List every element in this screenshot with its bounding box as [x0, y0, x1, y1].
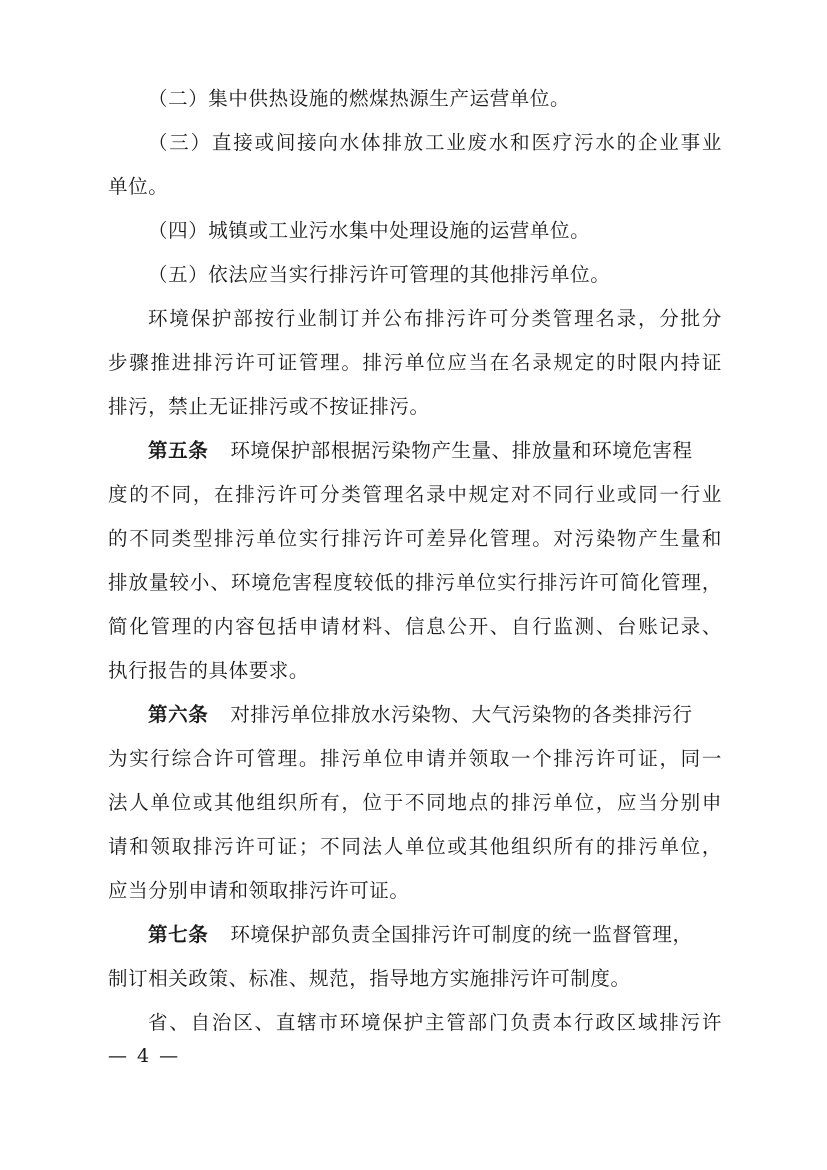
item-four-line: （四）城镇或工业污水集中处理设施的运营单位。 — [148, 219, 591, 242]
article-five-line-3: 的不同类型排污单位实行排污许可差异化管理。对污染物产生量和 — [108, 527, 722, 550]
page-number: — 4 — — [108, 1045, 181, 1067]
article-seven-line-1 — [148, 925, 722, 945]
item-two-line: （二）集中供热设施的燃煤热源生产运营单位。 — [148, 87, 571, 110]
article-five-line-1 — [148, 441, 722, 461]
article-six-line-2: 为实行综合许可管理。排污单位申请并领取一个排污许可证，同一 — [108, 747, 722, 770]
article-seven-line-2: 制订相关政策、标准、规范，指导地方实施排污许可制度。 — [108, 967, 631, 990]
article-six-line-3: 法人单位或其他组织所有，位于不同地点的排污单位，应当分别申 — [108, 791, 722, 814]
item-three-line-2: 单位。 — [108, 175, 169, 198]
article-five-text-1: 环境保护部根据污染物产生量、排放量和环境危害程 — [230, 439, 693, 462]
paragraph-directory-line-2: 步骤推进排污许可证管理。排污单位应当在名录规定的时限内持证 — [108, 351, 722, 374]
article-seven-text-1: 环境保护部负责全国排污许可制度的统一监督管理， — [230, 923, 693, 946]
item-three-line-1: （三）直接或间接向水体排放工业废水和医疗污水的企业事业 — [148, 131, 722, 154]
article-six-text-1: 对排污单位排放水污染物、大气污染物的各类排污行 — [230, 703, 693, 726]
article-five-line-5: 简化管理的内容包括申请材料、信息公开、自行监测、台账记录、 — [108, 615, 722, 638]
paragraph-directory-line-3: 排污，禁止无证排污或不按证排污。 — [108, 395, 430, 418]
article-five-line-4: 排放量较小、环境危害程度较低的排污单位实行排污许可简化管理， — [108, 571, 722, 594]
paragraph-province-line-1: 省、自治区、直辖市环境保护主管部门负责本行政区域排污许 — [148, 1011, 722, 1034]
article-six-line-4: 请和领取排污许可证；不同法人单位或其他组织所有的排污单位， — [108, 835, 722, 858]
article-six-line-5: 应当分别申请和领取排污许可证。 — [108, 879, 410, 902]
article-five-heading: 第五条 — [148, 439, 209, 462]
article-five-line-2: 度的不同，在排污许可分类管理名录中规定对不同行业或同一行业 — [108, 483, 722, 506]
item-five-line: （五）依法应当实行排污许可管理的其他排污单位。 — [148, 263, 611, 286]
article-seven-heading: 第七条 — [148, 923, 209, 946]
article-six-heading: 第六条 — [148, 703, 209, 726]
article-five-line-6: 执行报告的具体要求。 — [108, 659, 310, 682]
paragraph-directory-line-1: 环境保护部按行业制订并公布排污许可分类管理名录，分批分 — [148, 307, 722, 330]
article-six-line-1 — [148, 705, 722, 725]
